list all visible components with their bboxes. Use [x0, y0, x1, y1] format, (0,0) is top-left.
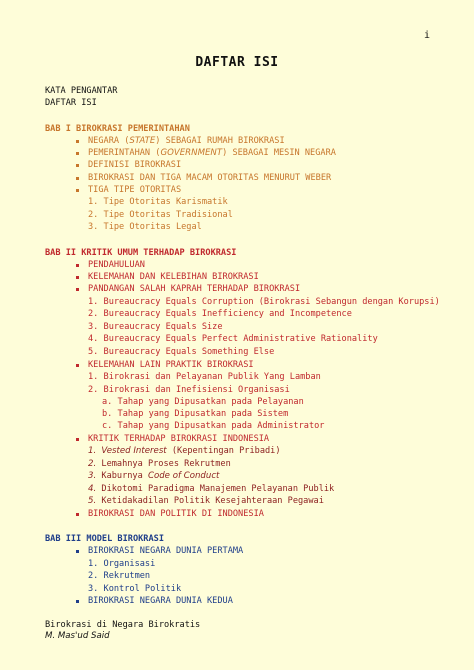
bullet-icon: [76, 550, 79, 553]
page-number: i: [423, 30, 430, 41]
footer-author: M. Mas'ud Said: [45, 631, 110, 641]
toc-item-pendahuluan[interactable]: PENDAHULUAN: [88, 260, 145, 271]
toc-sub-inefficiency[interactable]: 2. Bureaucracy Equals Inefficiency and Incompetence: [88, 309, 352, 319]
bullet-icon: [76, 264, 79, 267]
toc-sub-inefisiensi[interactable]: 2. Birokrasi dan Inefisiensi Organisasi: [88, 385, 290, 395]
page-title: DAFTAR ISI: [195, 55, 279, 70]
bullet-icon: [76, 177, 79, 180]
toc-sub-rationality[interactable]: 4. Bureaucracy Equals Perfect Administrative Rationality: [88, 334, 378, 344]
toc-sub-tradisional[interactable]: 2. Tipe Otoritas Tradisional: [88, 210, 233, 220]
toc-sub-rekrutmen-b3[interactable]: 2. Rekrutmen: [88, 571, 151, 581]
toc-item-kritik-indonesia[interactable]: KRITIK TERHADAP BIROKRASI INDONESIA: [88, 434, 269, 445]
footer-book-title: Birokrasi di Negara Birokratis: [45, 620, 201, 630]
toc-item-kelemahan-lain[interactable]: KELEMAHAN LAIN PRAKTIK BIROKRASI: [88, 360, 254, 371]
toc-subsub-pelayanan[interactable]: a. Tahap yang Dipusatkan pada Pelayanan: [102, 397, 304, 407]
toc-sub-organisasi[interactable]: 1. Organisasi: [88, 559, 156, 569]
toc-sub-ketidakadilan[interactable]: 5. Ketidakadilan Politik Kesejahteraan Pegawai: [88, 496, 324, 506]
bullet-icon: [76, 364, 79, 367]
toc-daftar-isi[interactable]: DAFTAR ISI: [45, 98, 97, 108]
toc-sub-karismatik[interactable]: 1. Tipe Otoritas Karismatik: [88, 197, 228, 207]
toc-item-salah-kaprah[interactable]: PANDANGAN SALAH KAPRAH TERHADAP BIROKRASI: [88, 284, 300, 295]
toc-sub-kontrol-politik[interactable]: 3. Kontrol Politik: [88, 584, 182, 594]
bullet-icon: [76, 438, 79, 441]
toc-kata-pengantar[interactable]: KATA PENGANTAR: [45, 86, 118, 96]
toc-sub-vested-interest[interactable]: 1. Vested Interest (Kepentingan Pribadi): [88, 446, 281, 456]
bab2-heading[interactable]: BAB II KRITIK UMUM TERHADAP BIROKRASI: [45, 248, 237, 258]
bullet-icon: [76, 276, 79, 279]
toc-sub-corruption[interactable]: 1. Bureaucracy Equals Corruption (Birokrasi Sebangun dengan Korupsi): [88, 297, 440, 307]
toc-sub-something-else[interactable]: 5. Bureaucracy Equals Something Else: [88, 347, 275, 357]
toc-sub-legal[interactable]: 3. Tipe Otoritas Legal: [88, 222, 202, 232]
toc-item-dunia-pertama[interactable]: BIROKRASI NEGARA DUNIA PERTAMA: [88, 546, 243, 557]
toc-item-dunia-kedua[interactable]: BIROKRASI NEGARA DUNIA KEDUA: [88, 596, 233, 607]
bullet-icon: [76, 288, 79, 291]
toc-item-pemerintahan[interactable]: PEMERINTAHAN (GOVERNMENT) SEBAGAI MESIN NEGARA: [88, 148, 336, 159]
bullet-icon: [76, 164, 79, 167]
bab1-heading[interactable]: BAB I BIROKRASI PEMERINTAHAN: [45, 124, 190, 134]
toc-sub-rekrutmen[interactable]: 2. Lemahnya Proses Rekrutmen: [88, 459, 231, 469]
toc-sub-lamban[interactable]: 1. Birokrasi dan Pelayanan Publik Yang Lamban: [88, 372, 321, 382]
bab3-heading[interactable]: BAB III MODEL BIROKRASI: [45, 534, 164, 544]
bullet-icon: [76, 513, 79, 516]
toc-item-politik-indonesia[interactable]: BIROKRASI DAN POLITIK DI INDONESIA: [88, 509, 264, 520]
toc-sub-code-of-conduct[interactable]: 3. Kaburnya Code of Conduct: [88, 471, 220, 481]
toc-sub-dikotomi[interactable]: 4. Dikotomi Paradigma Manajemen Pelayanan Publik: [88, 484, 335, 494]
toc-item-tiga-macam[interactable]: BIROKRASI DAN TIGA MACAM OTORITAS MENURUT WEBER: [88, 173, 331, 184]
bullet-icon: [76, 152, 79, 155]
toc-item-tiga-tipe[interactable]: TIGA TIPE OTORITAS: [88, 185, 181, 196]
bullet-icon: [76, 189, 79, 192]
bullet-icon: [76, 600, 79, 603]
toc-item-kelemahan-kelebihan[interactable]: KELEMAHAN DAN KELEBIHAN BIROKRASI: [88, 272, 259, 283]
toc-sub-size[interactable]: 3. Bureaucracy Equals Size: [88, 322, 223, 332]
toc-item-negara[interactable]: NEGARA (STATE) SEBAGAI RUMAH BIROKRASI: [88, 136, 285, 147]
toc-subsub-administrator[interactable]: c. Tahap yang Dipusatkan pada Administrator: [102, 421, 325, 431]
bullet-icon: [76, 140, 79, 143]
toc-item-definisi[interactable]: DEFINISI BIROKRASI: [88, 160, 181, 171]
toc-subsub-sistem[interactable]: b. Tahap yang Dipusatkan pada Sistem: [102, 409, 289, 419]
